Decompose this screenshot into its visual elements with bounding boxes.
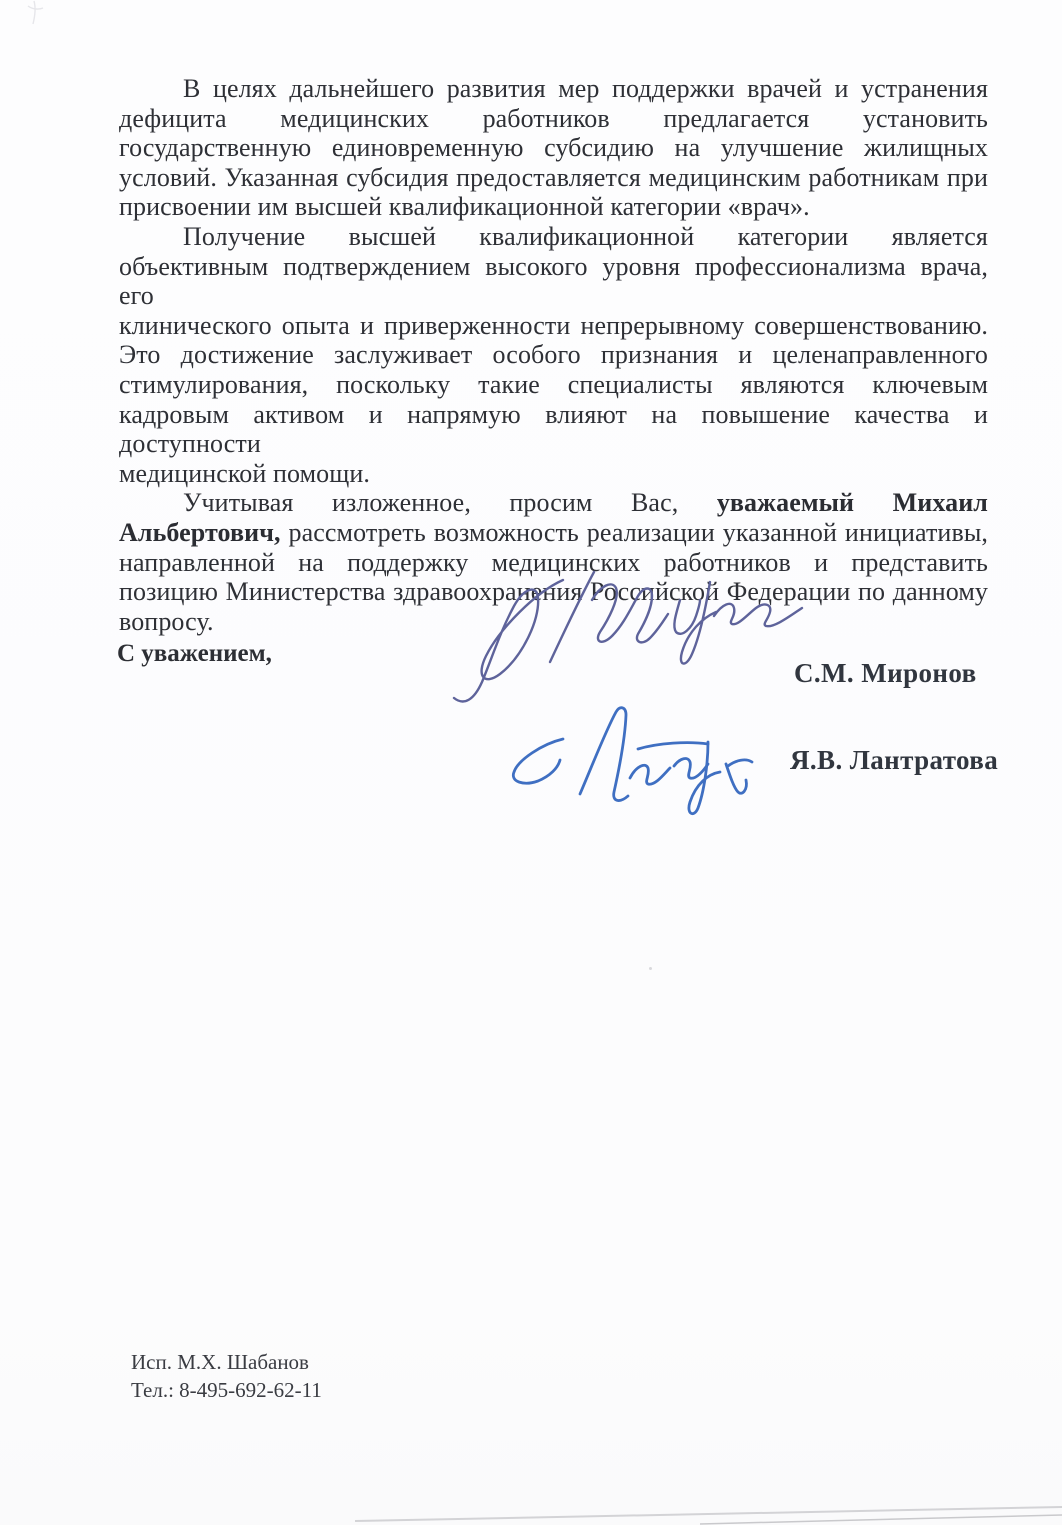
body-line: [119, 133, 988, 163]
scan-edge-artifact: [0, 1503, 1062, 1525]
bold-text-run: уважаемый Михаил: [716, 488, 988, 518]
scan-smudge-artifact: [24, 0, 48, 32]
body-line: [119, 400, 988, 459]
letter-body: [119, 74, 988, 636]
body-line: [119, 459, 988, 489]
closing-salutation: С уважением,: [117, 640, 272, 667]
text-run: объективным подтверждением высокого уровня профессионализма врача, его: [119, 251, 988, 311]
body-line: [119, 74, 988, 104]
executor-phone: Тел.: 8-495-692-62-11: [131, 1378, 322, 1402]
body-line: [119, 518, 988, 548]
text-run: условий. Указанная субсидия предоставляется медицинским работникам при: [119, 162, 988, 192]
text-run: кадровым активом и напрямую влияют на повышение качества и доступности: [119, 399, 988, 459]
body-line: [119, 104, 988, 134]
text-run: дефицита медицинских работников предлагается установить: [119, 103, 988, 133]
text-run: Получение высшей квалификационной категории является: [183, 221, 988, 251]
text-run: государственную единовременную субсидию на улучшение жилищных: [119, 133, 988, 163]
scan-speck-artifact: [649, 967, 652, 970]
body-line: [119, 192, 988, 222]
text-run: В целях дальнейшего развития мер поддержки врачей и устранения: [183, 74, 988, 103]
text-run: вопросу.: [119, 606, 214, 636]
executor-name: Исп. М.Х. Шабанов: [131, 1350, 309, 1374]
body-line: [119, 340, 988, 370]
signatory-name-lantratova: Я.В. Лантратова: [790, 745, 999, 775]
footer-block: [131, 1348, 322, 1404]
body-line: [119, 311, 988, 341]
signatory-name-mironov: С.М. Миронов: [794, 658, 977, 688]
text-run: клинического опыта и приверженности непрерывному совершенствованию.: [119, 310, 988, 340]
text-run: Учитывая изложенное, просим Вас,: [183, 488, 717, 518]
text-run: рассмотреть возможность реализации указанной инициативы,: [280, 517, 988, 547]
bold-text-run: Альбертович,: [119, 517, 281, 547]
text-run: присвоении им высшей квалификационной категории «врач».: [119, 192, 810, 222]
body-line: [119, 163, 988, 193]
body-line: [119, 370, 988, 400]
lantratova-signature-icon: [498, 702, 758, 817]
text-run: стимулирования, поскольку такие специалисты являются ключевым: [119, 369, 988, 399]
body-line: [119, 222, 988, 252]
mironov-signature-icon: [448, 558, 808, 708]
body-line: [119, 252, 988, 311]
text-run: Это достижение заслуживает особого признания и целенаправленного: [119, 340, 988, 370]
body-line: [119, 488, 988, 518]
text-run: направленной на поддержку медицинских работников и представить: [119, 547, 988, 577]
text-run: позицию Министерства здравоохранения Российской Федерации по данному: [119, 577, 988, 607]
text-run: медицинской помощи.: [119, 458, 371, 488]
